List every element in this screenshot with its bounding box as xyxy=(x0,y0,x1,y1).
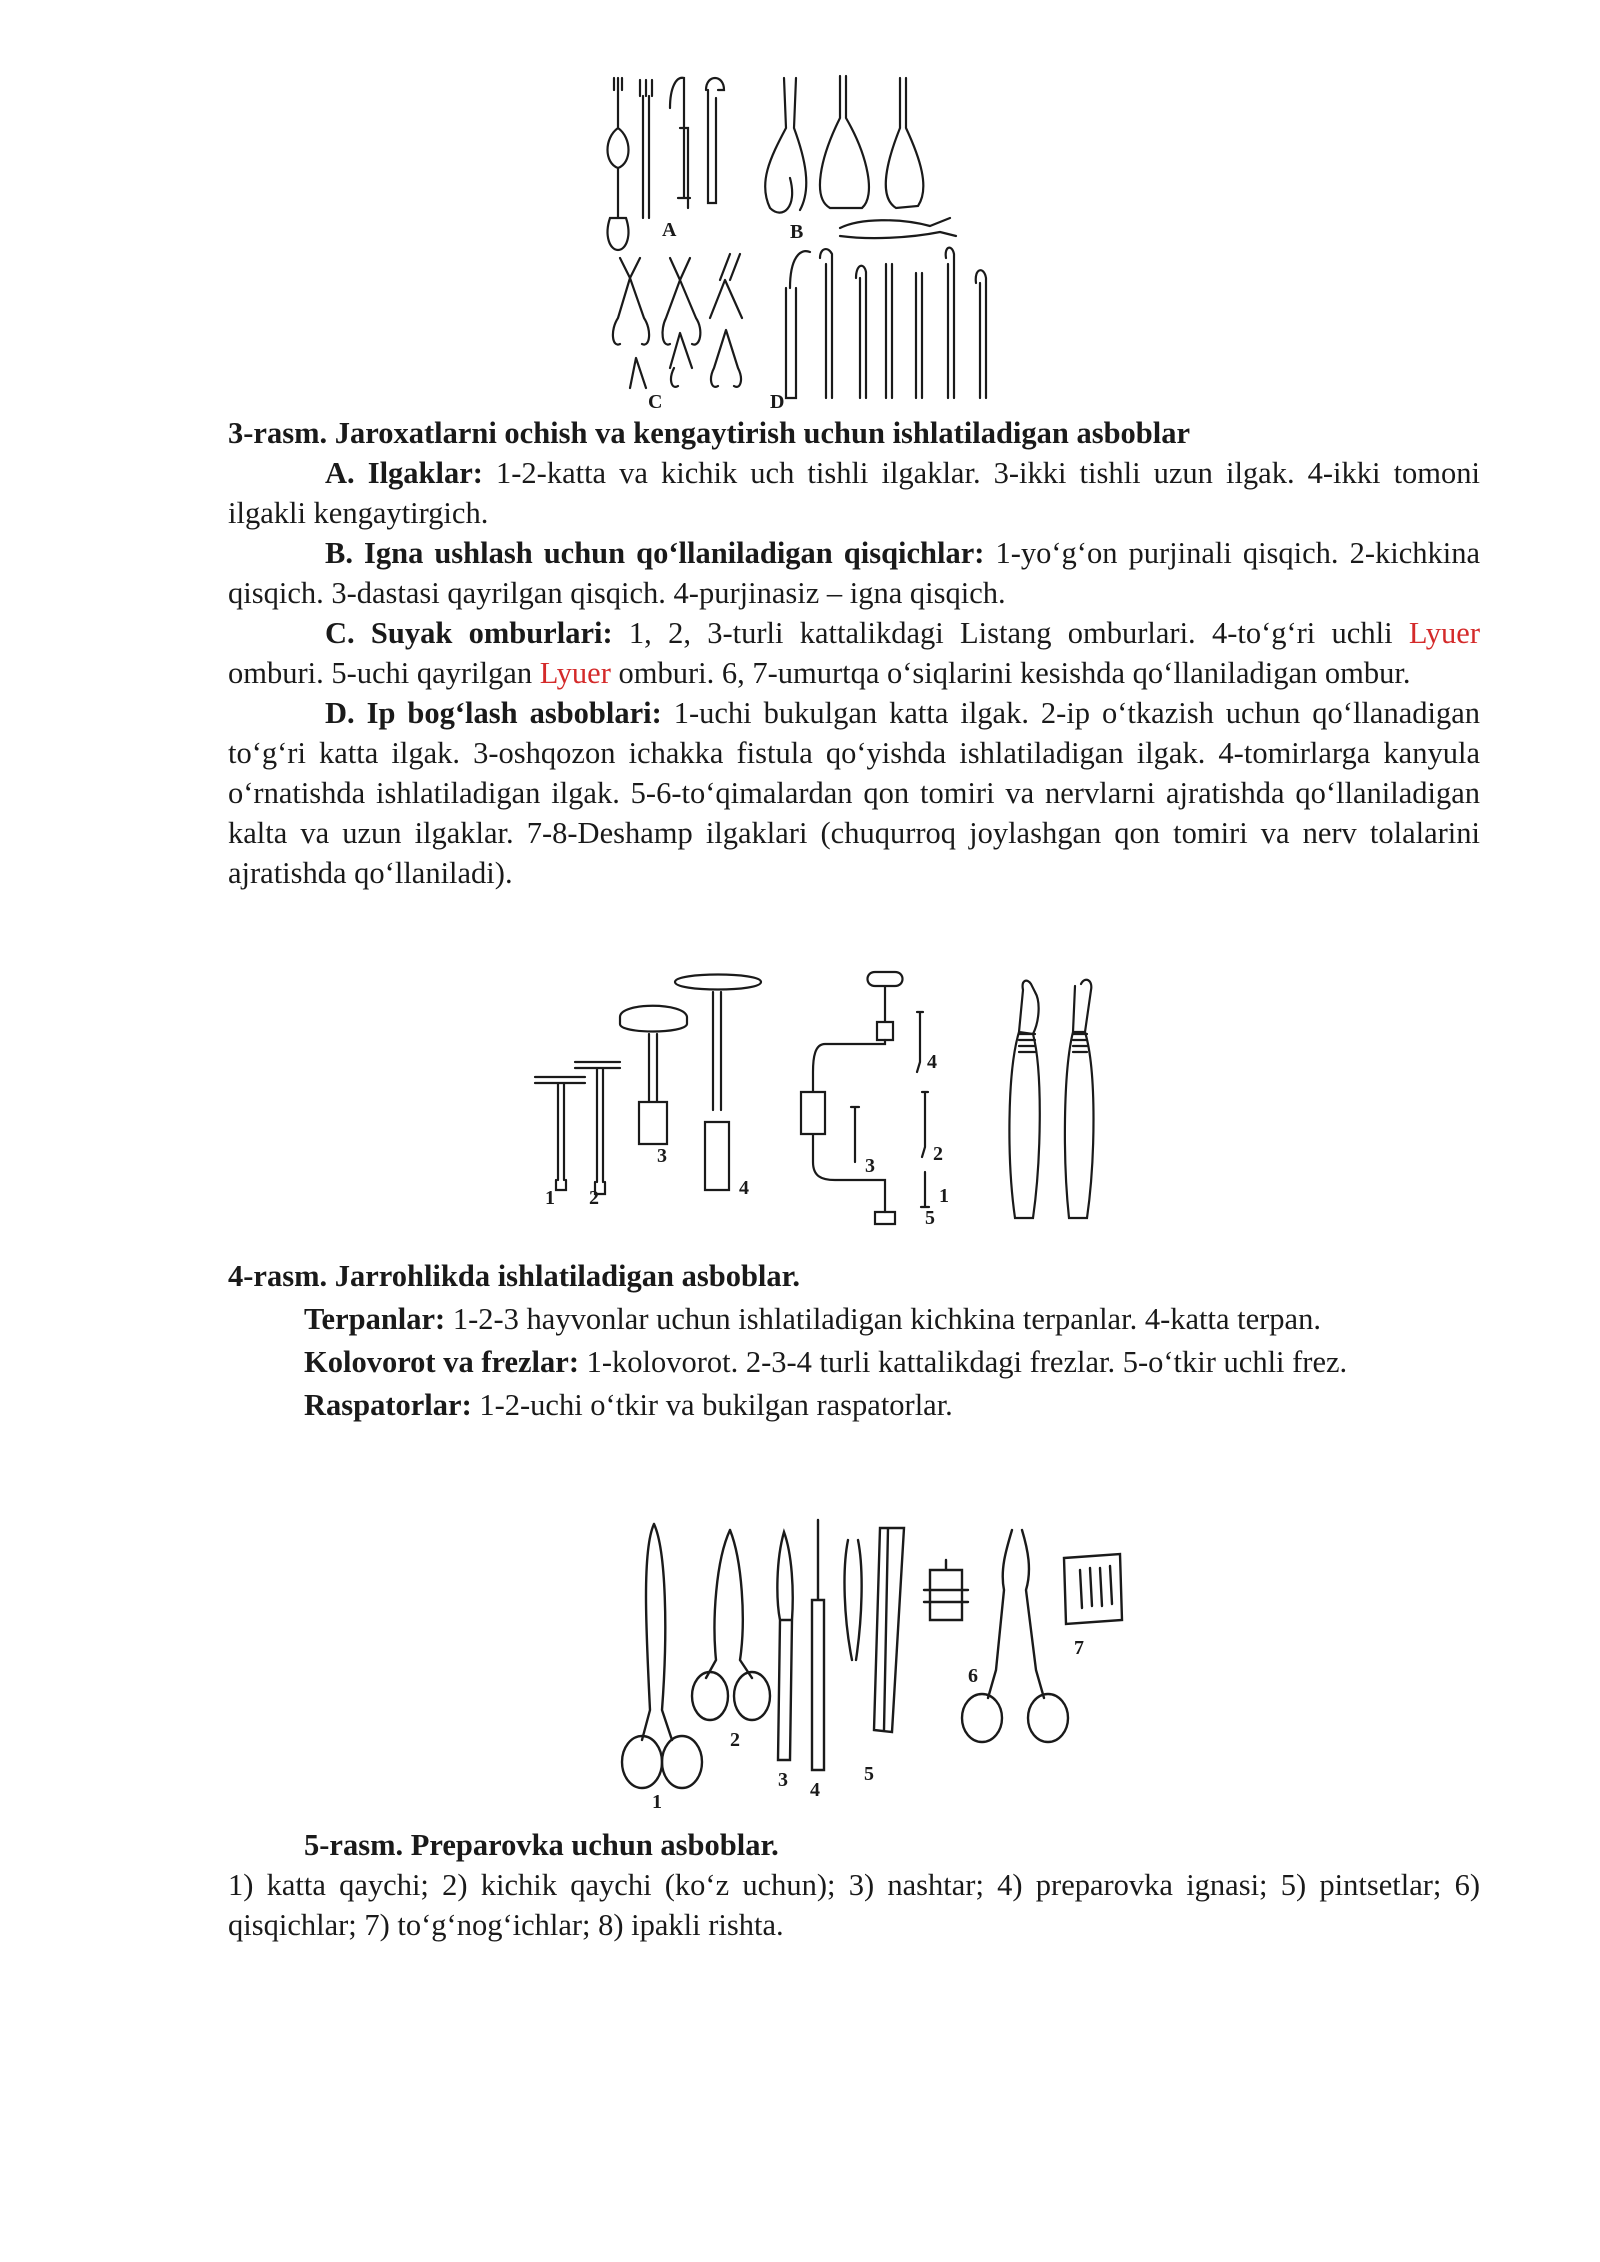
figure-4-item-raspatorlar xyxy=(228,1384,1480,1427)
instrument-number: 6 xyxy=(968,1665,978,1687)
item-label: C. Suyak omburlari: xyxy=(325,616,613,650)
figure-5-illustration xyxy=(612,1510,1132,1815)
figure-3-caption: 3-rasm. Jaroxatlarni ochish va kengaytirish uchun ishlatiladigan asboblar xyxy=(228,416,1191,450)
item-label: Kolovorot va frezlar: xyxy=(304,1345,579,1379)
figure-3-item-d xyxy=(228,693,1480,893)
panel-c-bone-forceps-drawing xyxy=(613,254,742,413)
figure-3-text xyxy=(228,413,1480,893)
item-text: 1-kolovorot. 2-3-4 turli kattalikdagi frezlar. 5-o‘tkir uchli frez. xyxy=(578,1345,1348,1379)
burr-number: 2 xyxy=(933,1143,943,1165)
item-label: B. Igna ushlash uchun qo‘llaniladigan qisqichlar: xyxy=(325,536,985,570)
trephine-number: 4 xyxy=(739,1177,749,1199)
burr-number: 5 xyxy=(925,1207,935,1229)
figure-4-item-kolovorot xyxy=(228,1341,1480,1384)
pins-card-drawing xyxy=(1064,1554,1122,1659)
item-text: omburi. 5-uchi qayrilgan xyxy=(228,656,540,690)
panel-d-ligature-instruments-drawing xyxy=(770,248,986,413)
panel-letter-d: D xyxy=(770,391,785,413)
item-text: 1-2-3 hayvonlar uchun ishlatiladigan kichkina terpanlar. 4-katta terpan. xyxy=(445,1302,1321,1336)
burr-number: 3 xyxy=(865,1155,875,1177)
scalpel-drawing xyxy=(777,1532,792,1791)
panel-letter-a: A xyxy=(662,219,677,241)
figure-4-illustration xyxy=(525,962,1115,1237)
figure-4-item-terpanlar xyxy=(228,1298,1480,1341)
trephine-number: 3 xyxy=(657,1145,667,1167)
highlighted-term: Lyuer xyxy=(539,656,611,690)
figure-5-list: 1) katta qaychi; 2) kichik qaychi (ko‘z uchun); 3) nashtar; 4) preparovka ignasi; 5) pintsetlar; 6) qisqichlar; 7) to‘g‘nog‘ichlar; 8) ipakli rishta. xyxy=(228,1868,1480,1942)
item-text: 1-yo‘g‘on purjinali qisqich. 2-kichkina qisqich. 3-dastasi qayrilgan qisqich. 4-purjinasiz – igna qisqich. xyxy=(228,536,1481,610)
figure-4-caption: 4-rasm. Jarrohlikda ishlatiladigan asboblar. xyxy=(228,1259,800,1293)
figure-3-item-a xyxy=(228,453,1480,533)
item-text: 1-2-uchi o‘tkir va bukilgan raspatorlar. xyxy=(471,1388,953,1422)
instrument-number: 1 xyxy=(652,1791,662,1813)
clamps-drawing xyxy=(924,1530,1068,1742)
instrument-number: 7 xyxy=(1074,1637,1084,1659)
item-label: Raspatorlar: xyxy=(304,1388,472,1422)
item-label: Terpanlar: xyxy=(304,1302,446,1336)
item-text: 1-2-katta va kichik uch tishli ilgaklar. 3-ikki tishli uzun ilgak. 4-ikki tomoni ilgakli kengaytirgich. xyxy=(228,456,1480,530)
dissecting-needle-drawing xyxy=(810,1520,824,1801)
instrument-number: 5 xyxy=(864,1763,874,1785)
trephine-number: 2 xyxy=(589,1187,599,1209)
item-text: 1-uchi bukulgan katta ilgak. 2-ip o‘tkazish uchun qo‘llanadigan to‘g‘ri katta ilgak. 3-oshqozon ichakka fistula qo‘yishda ishlatiladigan ilgak. 4-tomirlarga kanyula o‘rnatishda ishlatiladigan ilgak. 5-6-to‘qimalardan qon tomiri va nervlarni ajratishda qo‘llaniladigan kalta va uzun ilgaklar. 7-8-Deshamp ilgaklari (chuqurroq joylashgan qon tomiri va nerv tolalarini ajratishda qo‘llaniladi). xyxy=(228,696,1480,890)
raspatories-drawing xyxy=(1009,980,1093,1218)
tweezers-drawing xyxy=(845,1528,904,1785)
figure-3-item-b xyxy=(228,533,1480,613)
instrument-number: 4 xyxy=(810,1779,820,1801)
burr-number: 4 xyxy=(927,1051,937,1073)
figure-5-text xyxy=(228,1825,1480,1945)
trephine-number: 1 xyxy=(545,1187,555,1209)
item-label: D. Ip bog‘lash asboblari: xyxy=(325,696,662,730)
large-scissors-drawing xyxy=(622,1524,702,1813)
figure-3-illustration xyxy=(600,68,1010,413)
instrument-number: 2 xyxy=(730,1729,740,1751)
figure-4-text xyxy=(228,1255,1480,1427)
item-text: omburi. 6, 7-umurtqa o‘siqlarini kesishda qo‘llaniladigan ombur. xyxy=(610,656,1411,690)
panel-letter-b: B xyxy=(790,221,804,243)
panel-b-needle-holders-drawing xyxy=(765,76,956,243)
panel-letter-c: C xyxy=(648,391,663,413)
item-text: 1, 2, 3-turli kattalikdagi Listang omburlari. 4-to‘g‘ri uchli xyxy=(612,616,1409,650)
highlighted-term: Lyuer xyxy=(1408,616,1480,650)
panel-a-hooks-drawing xyxy=(608,78,725,250)
item-label: A. Ilgaklar: xyxy=(325,456,483,490)
brace-and-burrs-drawing xyxy=(801,972,949,1229)
small-scissors-drawing xyxy=(692,1530,770,1751)
trephines-drawing xyxy=(535,975,761,1210)
burr-number: 1 xyxy=(939,1185,949,1207)
figure-3-item-c xyxy=(228,613,1480,693)
figure-5-caption: 5-rasm. Preparovka uchun asboblar. xyxy=(304,1828,779,1862)
instrument-number: 3 xyxy=(778,1769,788,1791)
